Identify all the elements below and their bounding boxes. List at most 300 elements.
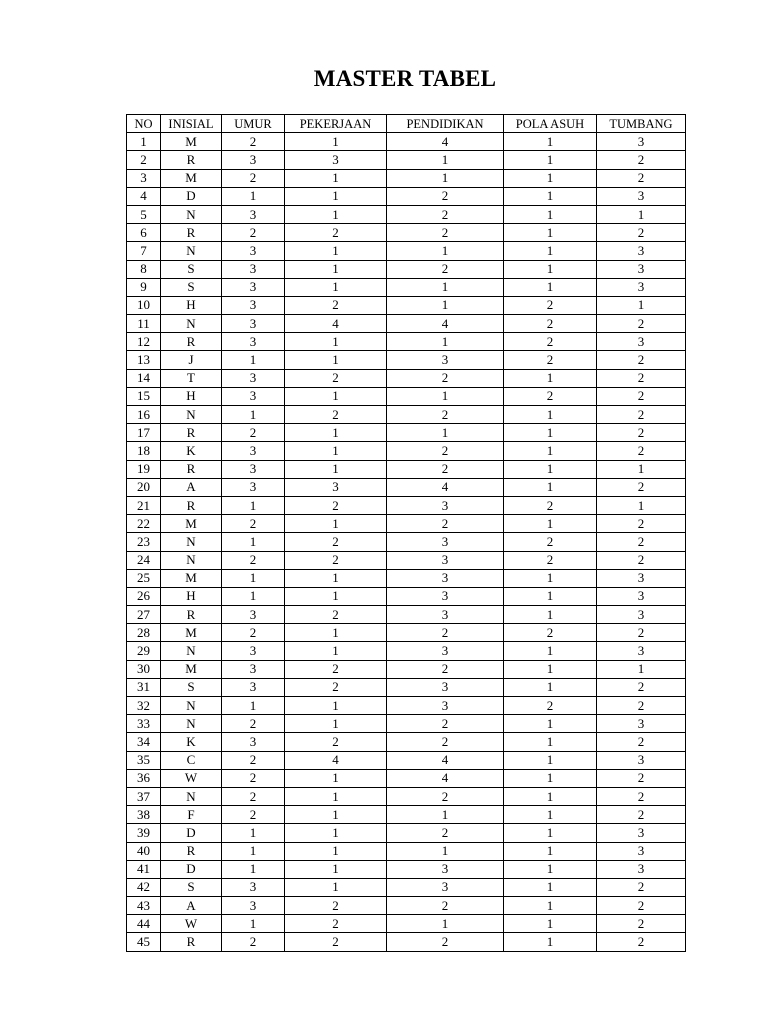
cell-pekerjaan: 1 xyxy=(285,351,387,369)
cell-pendidikan: 1 xyxy=(387,842,504,860)
cell-pola-asuh: 1 xyxy=(504,169,597,187)
cell-no: 6 xyxy=(127,224,161,242)
cell-inisial: K xyxy=(161,442,222,460)
cell-no: 17 xyxy=(127,424,161,442)
cell-tumbang: 2 xyxy=(597,478,686,496)
cell-pola-asuh: 2 xyxy=(504,496,597,514)
cell-pekerjaan: 1 xyxy=(285,806,387,824)
cell-umur: 3 xyxy=(222,369,285,387)
cell-umur: 3 xyxy=(222,478,285,496)
cell-inisial: N xyxy=(161,533,222,551)
cell-tumbang: 1 xyxy=(597,296,686,314)
cell-inisial: M xyxy=(161,169,222,187)
cell-pendidikan: 1 xyxy=(387,806,504,824)
cell-pendidikan: 2 xyxy=(387,715,504,733)
cell-pola-asuh: 1 xyxy=(504,769,597,787)
cell-no: 43 xyxy=(127,897,161,915)
column-header-pendidikan: PENDIDIKAN xyxy=(387,115,504,133)
cell-pekerjaan: 2 xyxy=(285,224,387,242)
cell-tumbang: 1 xyxy=(597,660,686,678)
cell-umur: 3 xyxy=(222,278,285,296)
column-header-pola-asuh: POLA ASUH xyxy=(504,115,597,133)
cell-inisial: W xyxy=(161,769,222,787)
column-header-inisial: INISIAL xyxy=(161,115,222,133)
cell-umur: 2 xyxy=(222,787,285,805)
cell-pekerjaan: 1 xyxy=(285,769,387,787)
cell-no: 41 xyxy=(127,860,161,878)
cell-pendidikan: 2 xyxy=(387,406,504,424)
table-row xyxy=(127,569,686,587)
cell-pendidikan: 1 xyxy=(387,278,504,296)
table-row xyxy=(127,406,686,424)
table-row xyxy=(127,697,686,715)
cell-umur: 3 xyxy=(222,878,285,896)
cell-pekerjaan: 1 xyxy=(285,260,387,278)
cell-umur: 2 xyxy=(222,133,285,151)
cell-no: 35 xyxy=(127,751,161,769)
cell-tumbang: 1 xyxy=(597,496,686,514)
table-row xyxy=(127,260,686,278)
cell-no: 26 xyxy=(127,587,161,605)
cell-umur: 2 xyxy=(222,715,285,733)
cell-tumbang: 3 xyxy=(597,569,686,587)
cell-pendidikan: 1 xyxy=(387,151,504,169)
cell-tumbang: 2 xyxy=(597,315,686,333)
cell-pendidikan: 1 xyxy=(387,387,504,405)
cell-umur: 2 xyxy=(222,515,285,533)
table-row xyxy=(127,842,686,860)
cell-pendidikan: 3 xyxy=(387,678,504,696)
cell-umur: 1 xyxy=(222,406,285,424)
table-row xyxy=(127,242,686,260)
cell-pola-asuh: 2 xyxy=(504,387,597,405)
cell-pola-asuh: 1 xyxy=(504,460,597,478)
table-header-row xyxy=(127,115,686,133)
cell-no: 32 xyxy=(127,697,161,715)
cell-inisial: D xyxy=(161,187,222,205)
cell-no: 20 xyxy=(127,478,161,496)
cell-umur: 2 xyxy=(222,551,285,569)
table-row xyxy=(127,187,686,205)
table-row xyxy=(127,442,686,460)
table-row xyxy=(127,351,686,369)
cell-pendidikan: 2 xyxy=(387,933,504,951)
cell-umur: 1 xyxy=(222,824,285,842)
cell-tumbang: 2 xyxy=(597,351,686,369)
cell-tumbang: 2 xyxy=(597,933,686,951)
cell-pekerjaan: 2 xyxy=(285,678,387,696)
cell-inisial: J xyxy=(161,351,222,369)
cell-pola-asuh: 1 xyxy=(504,133,597,151)
cell-no: 34 xyxy=(127,733,161,751)
cell-pendidikan: 2 xyxy=(387,624,504,642)
cell-no: 16 xyxy=(127,406,161,424)
cell-inisial: T xyxy=(161,369,222,387)
cell-inisial: H xyxy=(161,587,222,605)
cell-inisial: N xyxy=(161,242,222,260)
cell-no: 29 xyxy=(127,642,161,660)
cell-tumbang: 2 xyxy=(597,387,686,405)
cell-umur: 3 xyxy=(222,660,285,678)
cell-pola-asuh: 1 xyxy=(504,587,597,605)
cell-tumbang: 3 xyxy=(597,842,686,860)
cell-pekerjaan: 2 xyxy=(285,897,387,915)
cell-pekerjaan: 1 xyxy=(285,187,387,205)
cell-pola-asuh: 1 xyxy=(504,242,597,260)
table-row xyxy=(127,424,686,442)
cell-inisial: S xyxy=(161,260,222,278)
cell-inisial: R xyxy=(161,496,222,514)
cell-pendidikan: 1 xyxy=(387,424,504,442)
table-row xyxy=(127,897,686,915)
cell-pekerjaan: 1 xyxy=(285,878,387,896)
cell-inisial: S xyxy=(161,278,222,296)
cell-inisial: K xyxy=(161,733,222,751)
cell-no: 27 xyxy=(127,606,161,624)
cell-inisial: M xyxy=(161,660,222,678)
cell-no: 25 xyxy=(127,569,161,587)
cell-inisial: A xyxy=(161,897,222,915)
cell-umur: 3 xyxy=(222,151,285,169)
cell-tumbang: 2 xyxy=(597,151,686,169)
cell-inisial: N xyxy=(161,205,222,223)
table-row xyxy=(127,205,686,223)
cell-tumbang: 2 xyxy=(597,551,686,569)
cell-pekerjaan: 2 xyxy=(285,406,387,424)
cell-inisial: N xyxy=(161,697,222,715)
cell-pekerjaan: 1 xyxy=(285,587,387,605)
column-header-no: NO xyxy=(127,115,161,133)
cell-tumbang: 3 xyxy=(597,187,686,205)
cell-pekerjaan: 1 xyxy=(285,860,387,878)
cell-no: 15 xyxy=(127,387,161,405)
cell-pendidikan: 3 xyxy=(387,878,504,896)
cell-pola-asuh: 1 xyxy=(504,224,597,242)
cell-inisial: C xyxy=(161,751,222,769)
cell-pekerjaan: 1 xyxy=(285,442,387,460)
cell-no: 30 xyxy=(127,660,161,678)
cell-inisial: F xyxy=(161,806,222,824)
cell-umur: 3 xyxy=(222,678,285,696)
table-row xyxy=(127,387,686,405)
cell-umur: 2 xyxy=(222,624,285,642)
cell-tumbang: 2 xyxy=(597,442,686,460)
cell-no: 40 xyxy=(127,842,161,860)
cell-pola-asuh: 1 xyxy=(504,642,597,660)
cell-pendidikan: 3 xyxy=(387,351,504,369)
cell-pendidikan: 2 xyxy=(387,224,504,242)
cell-pekerjaan: 2 xyxy=(285,915,387,933)
cell-pola-asuh: 1 xyxy=(504,860,597,878)
cell-pendidikan: 4 xyxy=(387,769,504,787)
cell-inisial: D xyxy=(161,860,222,878)
cell-tumbang: 1 xyxy=(597,460,686,478)
cell-pola-asuh: 2 xyxy=(504,296,597,314)
cell-pendidikan: 2 xyxy=(387,187,504,205)
cell-pekerjaan: 2 xyxy=(285,496,387,514)
cell-no: 23 xyxy=(127,533,161,551)
cell-umur: 1 xyxy=(222,496,285,514)
cell-tumbang: 2 xyxy=(597,406,686,424)
cell-pola-asuh: 1 xyxy=(504,733,597,751)
cell-pendidikan: 3 xyxy=(387,587,504,605)
cell-pendidikan: 3 xyxy=(387,496,504,514)
cell-tumbang: 2 xyxy=(597,915,686,933)
cell-pendidikan: 2 xyxy=(387,205,504,223)
cell-tumbang: 3 xyxy=(597,587,686,605)
table-row xyxy=(127,769,686,787)
master-table xyxy=(126,114,686,952)
cell-inisial: R xyxy=(161,424,222,442)
cell-no: 8 xyxy=(127,260,161,278)
cell-pola-asuh: 1 xyxy=(504,478,597,496)
cell-pola-asuh: 1 xyxy=(504,278,597,296)
cell-pekerjaan: 1 xyxy=(285,824,387,842)
cell-pendidikan: 1 xyxy=(387,915,504,933)
cell-umur: 1 xyxy=(222,533,285,551)
cell-no: 39 xyxy=(127,824,161,842)
cell-no: 4 xyxy=(127,187,161,205)
cell-no: 28 xyxy=(127,624,161,642)
cell-pola-asuh: 1 xyxy=(504,824,597,842)
cell-tumbang: 3 xyxy=(597,333,686,351)
cell-pendidikan: 2 xyxy=(387,733,504,751)
cell-tumbang: 3 xyxy=(597,751,686,769)
cell-pola-asuh: 1 xyxy=(504,406,597,424)
cell-umur: 1 xyxy=(222,915,285,933)
cell-pendidikan: 2 xyxy=(387,897,504,915)
cell-tumbang: 3 xyxy=(597,242,686,260)
table-row xyxy=(127,660,686,678)
cell-umur: 2 xyxy=(222,751,285,769)
cell-pola-asuh: 1 xyxy=(504,606,597,624)
cell-pekerjaan: 3 xyxy=(285,478,387,496)
cell-pendidikan: 3 xyxy=(387,860,504,878)
cell-tumbang: 2 xyxy=(597,224,686,242)
cell-tumbang: 2 xyxy=(597,897,686,915)
cell-pekerjaan: 1 xyxy=(285,569,387,587)
cell-no: 22 xyxy=(127,515,161,533)
cell-umur: 2 xyxy=(222,769,285,787)
table-row xyxy=(127,824,686,842)
cell-inisial: R xyxy=(161,224,222,242)
cell-umur: 1 xyxy=(222,187,285,205)
cell-umur: 1 xyxy=(222,569,285,587)
cell-umur: 1 xyxy=(222,842,285,860)
cell-pola-asuh: 2 xyxy=(504,697,597,715)
cell-umur: 2 xyxy=(222,169,285,187)
cell-pekerjaan: 4 xyxy=(285,315,387,333)
cell-inisial: H xyxy=(161,296,222,314)
cell-tumbang: 2 xyxy=(597,878,686,896)
cell-pekerjaan: 1 xyxy=(285,424,387,442)
cell-no: 44 xyxy=(127,915,161,933)
cell-inisial: A xyxy=(161,478,222,496)
cell-tumbang: 3 xyxy=(597,824,686,842)
cell-pendidikan: 2 xyxy=(387,460,504,478)
table-row xyxy=(127,551,686,569)
cell-pekerjaan: 1 xyxy=(285,460,387,478)
table-row xyxy=(127,678,686,696)
cell-pendidikan: 2 xyxy=(387,824,504,842)
table-row xyxy=(127,460,686,478)
cell-pekerjaan: 1 xyxy=(285,697,387,715)
cell-no: 7 xyxy=(127,242,161,260)
cell-pola-asuh: 1 xyxy=(504,260,597,278)
cell-umur: 3 xyxy=(222,460,285,478)
cell-pendidikan: 1 xyxy=(387,333,504,351)
cell-tumbang: 2 xyxy=(597,169,686,187)
cell-pola-asuh: 1 xyxy=(504,515,597,533)
table-row xyxy=(127,860,686,878)
cell-no: 19 xyxy=(127,460,161,478)
table-row xyxy=(127,606,686,624)
cell-tumbang: 3 xyxy=(597,860,686,878)
cell-pendidikan: 2 xyxy=(387,442,504,460)
cell-tumbang: 2 xyxy=(597,787,686,805)
cell-no: 31 xyxy=(127,678,161,696)
cell-pekerjaan: 1 xyxy=(285,787,387,805)
table-row xyxy=(127,715,686,733)
cell-umur: 3 xyxy=(222,606,285,624)
cell-umur: 1 xyxy=(222,351,285,369)
cell-umur: 1 xyxy=(222,587,285,605)
cell-pola-asuh: 1 xyxy=(504,787,597,805)
cell-pendidikan: 3 xyxy=(387,642,504,660)
cell-pendidikan: 2 xyxy=(387,369,504,387)
cell-umur: 1 xyxy=(222,860,285,878)
cell-pendidikan: 3 xyxy=(387,606,504,624)
cell-pendidikan: 4 xyxy=(387,478,504,496)
cell-tumbang: 3 xyxy=(597,715,686,733)
cell-inisial: R xyxy=(161,606,222,624)
cell-umur: 2 xyxy=(222,224,285,242)
cell-pola-asuh: 1 xyxy=(504,660,597,678)
cell-no: 13 xyxy=(127,351,161,369)
cell-no: 3 xyxy=(127,169,161,187)
cell-umur: 3 xyxy=(222,205,285,223)
cell-pekerjaan: 1 xyxy=(285,642,387,660)
cell-pola-asuh: 2 xyxy=(504,533,597,551)
table-row xyxy=(127,151,686,169)
cell-tumbang: 2 xyxy=(597,678,686,696)
cell-pola-asuh: 1 xyxy=(504,205,597,223)
cell-no: 33 xyxy=(127,715,161,733)
cell-pendidikan: 2 xyxy=(387,515,504,533)
cell-pendidikan: 3 xyxy=(387,533,504,551)
cell-umur: 2 xyxy=(222,424,285,442)
cell-tumbang: 2 xyxy=(597,624,686,642)
cell-pola-asuh: 1 xyxy=(504,369,597,387)
table-row xyxy=(127,533,686,551)
table-row xyxy=(127,787,686,805)
cell-pekerjaan: 2 xyxy=(285,551,387,569)
cell-inisial: N xyxy=(161,551,222,569)
cell-pendidikan: 4 xyxy=(387,133,504,151)
cell-tumbang: 3 xyxy=(597,606,686,624)
cell-no: 2 xyxy=(127,151,161,169)
cell-inisial: M xyxy=(161,624,222,642)
cell-pola-asuh: 2 xyxy=(504,315,597,333)
table-body xyxy=(127,133,686,951)
table-row xyxy=(127,624,686,642)
cell-no: 1 xyxy=(127,133,161,151)
cell-no: 45 xyxy=(127,933,161,951)
cell-pola-asuh: 1 xyxy=(504,151,597,169)
cell-pekerjaan: 2 xyxy=(285,533,387,551)
table-row xyxy=(127,878,686,896)
cell-pekerjaan: 2 xyxy=(285,660,387,678)
cell-pendidikan: 4 xyxy=(387,315,504,333)
cell-inisial: R xyxy=(161,933,222,951)
cell-umur: 1 xyxy=(222,697,285,715)
table-row xyxy=(127,806,686,824)
table-row xyxy=(127,315,686,333)
cell-pekerjaan: 4 xyxy=(285,751,387,769)
cell-umur: 3 xyxy=(222,296,285,314)
cell-pekerjaan: 1 xyxy=(285,169,387,187)
cell-inisial: R xyxy=(161,333,222,351)
cell-pendidikan: 3 xyxy=(387,551,504,569)
cell-no: 24 xyxy=(127,551,161,569)
cell-pola-asuh: 1 xyxy=(504,933,597,951)
cell-pola-asuh: 2 xyxy=(504,333,597,351)
cell-pekerjaan: 2 xyxy=(285,733,387,751)
cell-inisial: N xyxy=(161,406,222,424)
cell-pola-asuh: 1 xyxy=(504,915,597,933)
cell-tumbang: 2 xyxy=(597,369,686,387)
cell-tumbang: 3 xyxy=(597,133,686,151)
cell-umur: 2 xyxy=(222,933,285,951)
cell-pekerjaan: 2 xyxy=(285,296,387,314)
table-row xyxy=(127,169,686,187)
cell-pola-asuh: 2 xyxy=(504,624,597,642)
cell-tumbang: 2 xyxy=(597,533,686,551)
cell-inisial: N xyxy=(161,642,222,660)
cell-pendidikan: 1 xyxy=(387,169,504,187)
cell-no: 38 xyxy=(127,806,161,824)
cell-umur: 3 xyxy=(222,897,285,915)
cell-pola-asuh: 1 xyxy=(504,678,597,696)
cell-tumbang: 3 xyxy=(597,278,686,296)
cell-no: 36 xyxy=(127,769,161,787)
cell-inisial: M xyxy=(161,133,222,151)
cell-umur: 3 xyxy=(222,642,285,660)
cell-umur: 3 xyxy=(222,442,285,460)
table-row xyxy=(127,733,686,751)
table-row xyxy=(127,133,686,151)
cell-inisial: S xyxy=(161,878,222,896)
cell-tumbang: 3 xyxy=(597,642,686,660)
cell-umur: 3 xyxy=(222,733,285,751)
cell-no: 11 xyxy=(127,315,161,333)
table-row xyxy=(127,915,686,933)
cell-pendidikan: 4 xyxy=(387,751,504,769)
table-row xyxy=(127,515,686,533)
cell-inisial: D xyxy=(161,824,222,842)
cell-pola-asuh: 1 xyxy=(504,187,597,205)
cell-pekerjaan: 1 xyxy=(285,515,387,533)
cell-pekerjaan: 1 xyxy=(285,133,387,151)
table-row xyxy=(127,933,686,951)
cell-no: 5 xyxy=(127,205,161,223)
column-header-tumbang: TUMBANG xyxy=(597,115,686,133)
cell-pekerjaan: 1 xyxy=(285,842,387,860)
table-row xyxy=(127,587,686,605)
cell-pekerjaan: 1 xyxy=(285,333,387,351)
cell-tumbang: 2 xyxy=(597,733,686,751)
cell-inisial: R xyxy=(161,842,222,860)
